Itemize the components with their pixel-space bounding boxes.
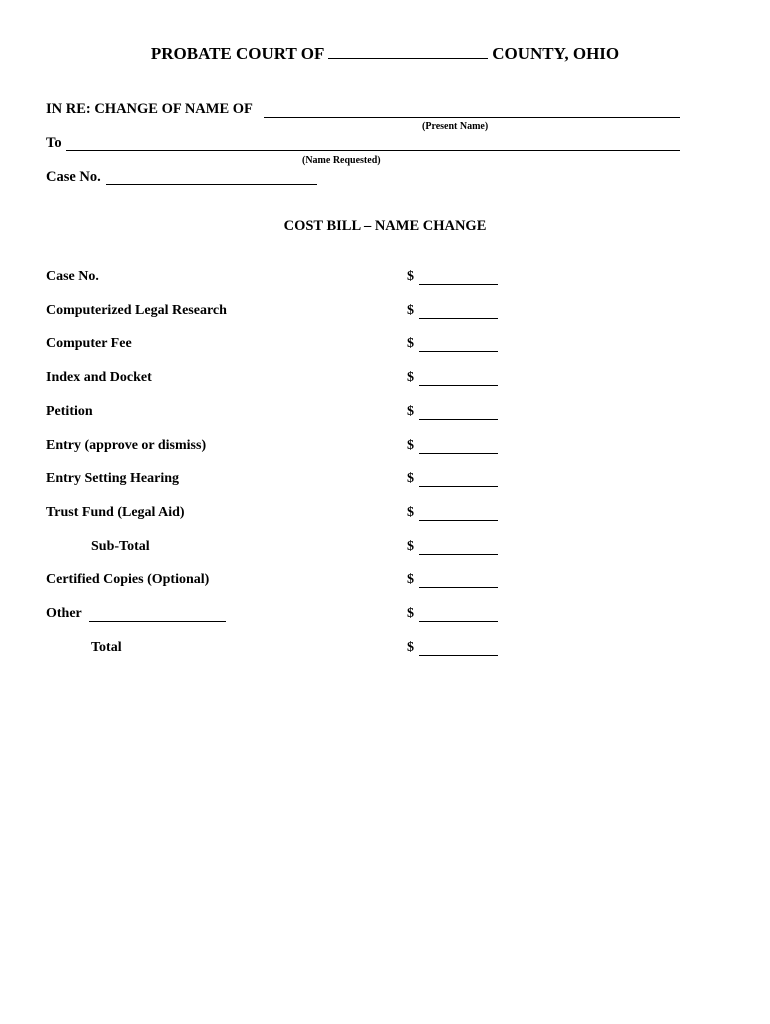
cost-amount-field[interactable] <box>419 621 498 622</box>
cost-amount-field[interactable] <box>419 486 498 487</box>
cost-amount-field[interactable] <box>419 284 498 285</box>
to-label: To <box>46 135 62 151</box>
dollar-sign: $ <box>407 269 414 284</box>
cost-amount-field[interactable] <box>419 453 498 454</box>
dollar-sign: $ <box>407 370 414 385</box>
cost-amount-field[interactable] <box>419 520 498 521</box>
dollar-sign: $ <box>407 640 414 655</box>
cost-item-label: Entry (approve or dismiss) <box>46 438 207 453</box>
court-title-suffix: COUNTY, OHIO <box>492 44 620 63</box>
dollar-sign: $ <box>407 539 414 554</box>
dollar-sign: $ <box>407 572 414 587</box>
present-name-caption: (Present Name) <box>422 121 489 132</box>
dollar-sign: $ <box>407 471 414 486</box>
cost-bill-title: COST BILL – NAME CHANGE <box>283 218 487 234</box>
cost-amount-field[interactable] <box>419 318 498 319</box>
cost-amount-field[interactable] <box>419 419 498 420</box>
cost-item-label: Entry Setting Hearing <box>46 471 179 486</box>
cost-item-label: Trust Fund (Legal Aid) <box>46 505 185 520</box>
cost-amount-field[interactable] <box>419 351 498 352</box>
dollar-sign: $ <box>407 336 414 351</box>
dollar-sign: $ <box>407 606 414 621</box>
cost-item-label: Total <box>91 640 122 655</box>
dollar-sign: $ <box>407 404 414 419</box>
court-title <box>0 44 770 64</box>
cost-item-label: Computer Fee <box>46 336 132 351</box>
dollar-sign: $ <box>407 505 414 520</box>
cost-amount-field[interactable] <box>419 587 498 588</box>
dollar-sign: $ <box>407 303 414 318</box>
cost-item-label: Case No. <box>46 269 99 284</box>
court-title-prefix: PROBATE COURT OF <box>150 44 324 63</box>
cost-item-label: Other <box>46 606 82 621</box>
cost-item-label: Computerized Legal Research <box>46 303 227 318</box>
case-no-label: Case No. <box>46 169 101 185</box>
other-description-field[interactable] <box>89 621 226 622</box>
cost-item-label: Certified Copies (Optional) <box>46 572 210 587</box>
cost-amount-field[interactable] <box>419 655 498 656</box>
cost-amount-field[interactable] <box>419 385 498 386</box>
cost-item-label: Index and Docket <box>46 370 152 385</box>
county-name-field[interactable] <box>328 57 488 59</box>
dollar-sign: $ <box>407 438 414 453</box>
cost-item-label: Sub-Total <box>91 539 150 554</box>
name-requested-caption: (Name Requested) <box>302 155 381 166</box>
name-requested-field[interactable] <box>66 150 680 151</box>
case-no-field[interactable] <box>106 184 317 185</box>
present-name-field[interactable] <box>264 117 680 118</box>
in-re-label: IN RE: CHANGE OF NAME OF <box>46 101 253 117</box>
cost-item-label: Petition <box>46 404 93 419</box>
cost-amount-field[interactable] <box>419 554 498 555</box>
